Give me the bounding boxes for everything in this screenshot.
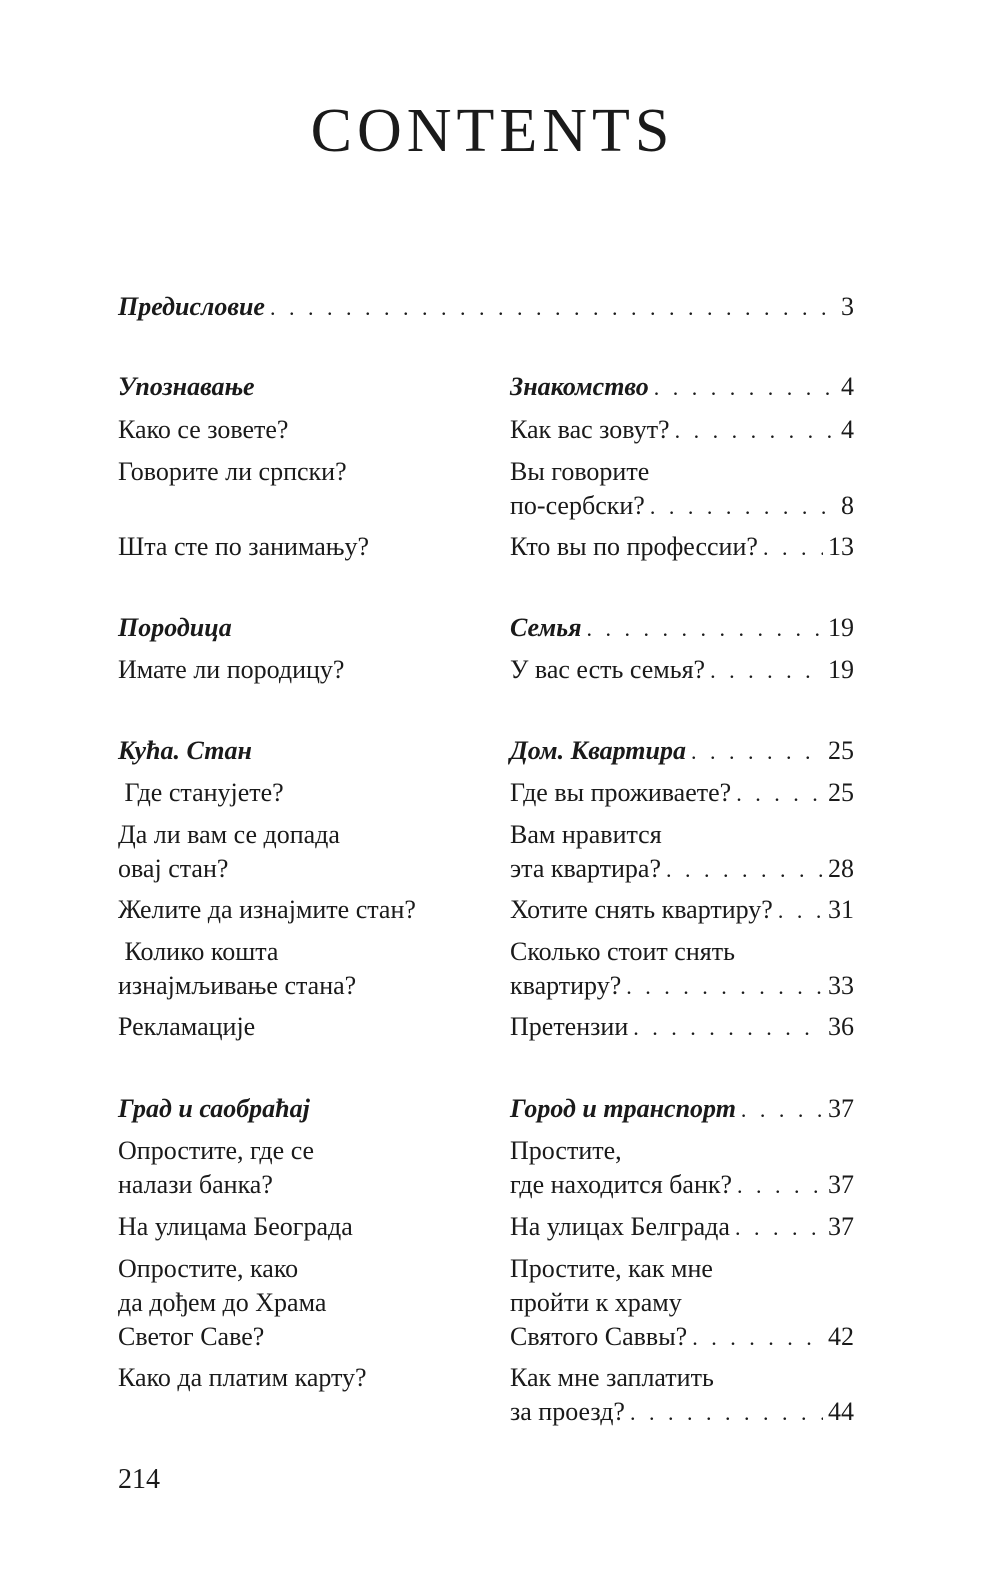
toc-page-number: 31 xyxy=(828,895,854,924)
toc-right-label: квартиру? xyxy=(510,971,622,1000)
toc-right-last-line xyxy=(510,1320,854,1355)
toc-page-number: 44 xyxy=(828,1397,854,1426)
dot-leader xyxy=(654,371,836,405)
toc-right-label: Кто вы по профессии? xyxy=(510,532,758,561)
toc-right-label: где находится банк? xyxy=(510,1170,733,1199)
toc-right-label: Дом. Квартира xyxy=(510,736,686,765)
toc-left-line: Да ли вам се допада xyxy=(118,820,340,849)
dot-leader xyxy=(675,414,836,448)
toc-page-number: 28 xyxy=(828,854,854,883)
toc-right-title xyxy=(510,653,854,688)
toc-right-label: эта квартира? xyxy=(510,854,661,883)
toc-left-title xyxy=(118,734,488,768)
preface-page: 3 xyxy=(841,292,854,321)
toc-right-line: Как мне заплатить xyxy=(510,1363,714,1392)
toc-right-last-line xyxy=(510,1092,854,1127)
toc-right-title xyxy=(510,413,854,448)
toc-right-title xyxy=(510,734,854,769)
toc-right-title xyxy=(510,1252,854,1355)
toc-left-title xyxy=(118,776,488,810)
toc-right-title xyxy=(510,1134,854,1203)
dot-leader xyxy=(626,970,823,1004)
toc-right-last-line xyxy=(510,489,854,524)
toc-right-last-line xyxy=(510,1395,854,1430)
toc-right-last-line xyxy=(510,734,854,769)
dot-leader xyxy=(778,894,823,928)
toc-page-number: 8 xyxy=(841,491,854,520)
toc-left-line: налази банка? xyxy=(118,1170,273,1199)
toc-right-label: На улицах Белграда xyxy=(510,1212,730,1241)
toc-page-number: 4 xyxy=(841,415,854,444)
toc-left-line: Кућа. Стан xyxy=(118,736,252,765)
dot-leader xyxy=(630,1396,823,1430)
toc-page-number: 25 xyxy=(828,778,854,807)
toc-right-last-line xyxy=(510,530,854,565)
dot-leader xyxy=(270,291,836,325)
toc-left-title xyxy=(118,1134,488,1202)
dot-leader xyxy=(710,654,823,688)
toc-left-line: На улицама Београда xyxy=(118,1212,353,1241)
toc-left-title xyxy=(118,1361,488,1395)
toc-right-title xyxy=(510,935,854,1004)
toc-left-line: Како се зовете? xyxy=(118,415,289,444)
toc-right-label: за проезд? xyxy=(510,1397,625,1426)
toc-right-label: Святого Саввы? xyxy=(510,1322,688,1351)
toc-right-last-line xyxy=(510,653,854,688)
toc-right-title xyxy=(510,818,854,887)
toc-right-label: Город и транспорт xyxy=(510,1094,736,1123)
toc-right-title xyxy=(510,893,854,928)
toc-right-label: по-сербски? xyxy=(510,491,645,520)
toc-left-title xyxy=(118,530,488,564)
toc-left-line: Где станујете? xyxy=(118,778,284,807)
toc-left-title xyxy=(118,1092,488,1126)
toc-page-number: 25 xyxy=(828,736,854,765)
toc-page-number: 42 xyxy=(828,1322,854,1351)
toc-left-line: Упознавање xyxy=(118,372,255,401)
toc-right-line: Сколько стоит снять xyxy=(510,937,735,966)
toc-right-title xyxy=(510,530,854,565)
toc-left-line: Породица xyxy=(118,613,232,642)
toc-right-last-line xyxy=(510,969,854,1004)
toc-right-title xyxy=(510,776,854,811)
page-title: CONTENTS xyxy=(310,97,675,165)
toc-right-last-line xyxy=(510,1168,854,1203)
toc-page-number: 13 xyxy=(828,532,854,561)
dot-leader xyxy=(691,735,823,769)
dot-leader xyxy=(741,1093,823,1127)
toc-right-title xyxy=(510,1010,854,1045)
toc-right-title xyxy=(510,455,854,524)
toc-left-line: Рекламације xyxy=(118,1012,256,1041)
toc-left-title xyxy=(118,455,488,489)
toc-left-title xyxy=(118,1210,488,1244)
toc-right-title xyxy=(510,1361,854,1430)
toc-right-line: Вы говорите xyxy=(510,457,650,486)
toc-right-label: У вас есть семья? xyxy=(510,655,706,684)
toc-page-number: 37 xyxy=(828,1170,854,1199)
toc-left-line: да дођем до Храма xyxy=(118,1288,327,1317)
toc-left-line: Желите да изнајмите стан? xyxy=(118,895,416,924)
page-number: 214 xyxy=(118,1464,160,1495)
toc-left-title xyxy=(118,413,488,447)
toc-page-number: 4 xyxy=(841,372,854,401)
toc-right-line: Простите, как мне xyxy=(510,1254,713,1283)
toc-left-title xyxy=(118,1010,488,1044)
toc-right-last-line xyxy=(510,852,854,887)
dot-leader xyxy=(692,1321,823,1355)
toc-left-title xyxy=(118,935,488,1003)
dot-leader xyxy=(650,490,836,524)
dot-leader xyxy=(763,531,823,565)
toc-left-line: Град и саобраћај xyxy=(118,1094,310,1123)
toc-right-line: пройти к храму xyxy=(510,1288,682,1317)
toc-right-title xyxy=(510,1210,854,1245)
toc-left-line: Говорите ли српски? xyxy=(118,457,347,486)
dot-leader xyxy=(737,1169,823,1203)
toc-page-number: 33 xyxy=(828,971,854,1000)
toc-left-line: Опростите, како xyxy=(118,1254,299,1283)
toc-right-label: Претензии xyxy=(510,1012,629,1041)
toc-right-title xyxy=(510,1092,854,1127)
dot-leader xyxy=(666,853,823,887)
toc-left-line: Имате ли породицу? xyxy=(118,655,345,684)
preface-label: Предисловие xyxy=(118,292,265,321)
toc-left-line: Опростите, где се xyxy=(118,1136,315,1165)
toc-right-label: Хотите снять квартиру? xyxy=(510,895,773,924)
toc-left-title xyxy=(118,653,488,687)
toc-right-label: Семья xyxy=(510,613,582,642)
toc-page-number: 37 xyxy=(828,1094,854,1123)
toc-page-number: 19 xyxy=(828,613,854,642)
toc-left-title xyxy=(118,370,488,404)
toc-left-title xyxy=(118,818,488,886)
toc-right-last-line xyxy=(510,893,854,928)
toc-right-label: Как вас зовут? xyxy=(510,415,670,444)
toc-left-title xyxy=(118,893,488,927)
toc-left-line: изнајмљивање стана? xyxy=(118,971,357,1000)
toc-page-number: 19 xyxy=(828,655,854,684)
toc-left-line: Колико кошта xyxy=(118,937,279,966)
toc-left-line: Како да платим карту? xyxy=(118,1363,367,1392)
dot-leader xyxy=(633,1011,823,1045)
toc-right-last-line xyxy=(510,1010,854,1045)
toc-right-last-line xyxy=(510,1210,854,1245)
toc-right-line: Вам нравится xyxy=(510,820,662,849)
toc-right-line: Простите, xyxy=(510,1136,622,1165)
toc-right-label: Знакомство xyxy=(510,372,649,401)
toc-page-number: 36 xyxy=(828,1012,854,1041)
toc-right-title xyxy=(510,611,854,646)
toc-right-last-line xyxy=(510,370,854,405)
toc-right-last-line xyxy=(510,413,854,448)
dot-leader xyxy=(736,777,823,811)
toc-right-last-line xyxy=(510,611,854,646)
toc-right-last-line xyxy=(510,776,854,811)
toc-right-label: Где вы проживаете? xyxy=(510,778,732,807)
dot-leader xyxy=(735,1211,823,1245)
toc-left-title xyxy=(118,1252,488,1354)
toc-left-line: овај стан? xyxy=(118,854,229,883)
toc-right-title xyxy=(510,370,854,405)
toc-page-number: 37 xyxy=(828,1212,854,1241)
toc-left-line: Шта сте по занимању? xyxy=(118,532,370,561)
toc-left-title xyxy=(118,611,488,645)
dot-leader xyxy=(587,612,824,646)
toc-left-line: Светог Саве? xyxy=(118,1322,265,1351)
toc-preface-entry[interactable] xyxy=(118,290,854,325)
